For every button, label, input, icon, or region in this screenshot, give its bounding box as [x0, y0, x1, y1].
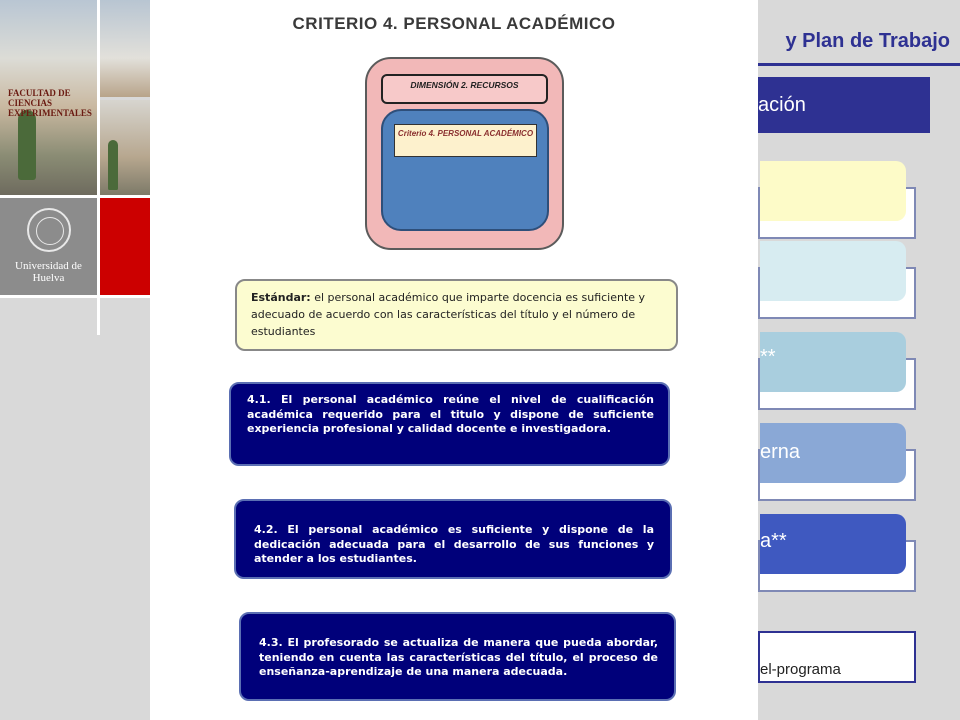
divider — [0, 295, 150, 298]
section-bar: ación — [758, 77, 930, 133]
dimension-label: DIMENSIÓN 2. RECURSOS — [381, 74, 548, 104]
bottom-link-text: el-programa — [760, 661, 841, 678]
divider — [0, 195, 150, 198]
card-fill — [760, 423, 906, 483]
campus-photo — [0, 0, 97, 195]
criterion-container — [381, 109, 549, 231]
item-box-4-3: 4.3. El profesorado se actualiza de manera que pueda abordar, teniendo en cuenta las características del título, el proceso de enseñanza-aprendizaje de una manera adecuada. — [239, 612, 676, 701]
header-rule — [758, 63, 960, 66]
university-logo-text: Universidad de Huelva — [15, 260, 82, 284]
divider — [97, 0, 100, 335]
menu-card-4[interactable] — [758, 441, 916, 501]
slide-header-title: y Plan de Trabajo — [785, 30, 950, 52]
tree-shape — [108, 140, 118, 190]
dimension-diagram — [365, 57, 564, 250]
standard-box — [235, 279, 678, 351]
menu-card-1[interactable] — [758, 187, 916, 239]
criterion-label: Criterio 4. PERSONAL ACADÉMICO — [394, 124, 537, 157]
menu-card-2[interactable] — [758, 267, 916, 319]
campus-photo-detail — [100, 0, 150, 97]
university-logo — [0, 198, 97, 295]
card-fill — [760, 161, 906, 221]
menu-card-5[interactable] — [758, 530, 916, 592]
card-label: ** — [760, 346, 776, 368]
standard-text: el personal académico que imparte docencia es suficiente y adecuado de acuerdo con las características del título y el número de estudiantes — [251, 291, 646, 338]
card-fill — [760, 241, 906, 301]
seal-icon — [27, 208, 71, 252]
card-fill — [760, 332, 906, 392]
red-accent-tile — [100, 198, 150, 295]
item-box-4-2: 4.2. El personal académico es suficiente y dispone de la dedicación adecuada para el desarrollo de sus funciones y atender a los estudiantes. — [234, 499, 672, 579]
menu-card-3[interactable] — [758, 346, 916, 410]
standard-heading: Estándar: — [251, 291, 311, 304]
bottom-link-box[interactable] — [758, 631, 916, 683]
background-slide-right — [758, 0, 960, 720]
card-label: erna — [760, 441, 801, 463]
card-fill — [760, 514, 906, 574]
left-decoration — [0, 0, 150, 720]
criterion-document — [150, 0, 758, 720]
tree-shape — [18, 110, 36, 180]
campus-photo-detail-2 — [100, 100, 150, 195]
document-title: CRITERIO 4. PERSONAL ACADÉMICO — [292, 14, 616, 33]
card-label: a** — [760, 530, 787, 552]
campus-sign: FACULTAD DE CIENCIAS EXPERIMENTALES — [8, 88, 92, 118]
item-box-4-1: 4.1. El personal académico reúne el nivel de cualificación académica requerido para el titulo y dispone de suficiente experiencia profesional y calidad docente e investigadora. — [229, 382, 670, 466]
